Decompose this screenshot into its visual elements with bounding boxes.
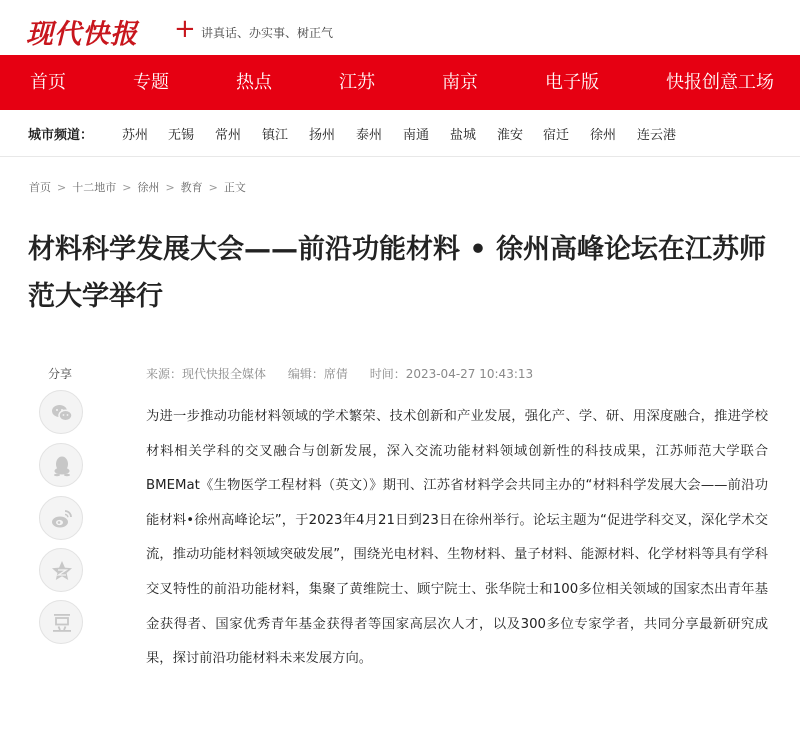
- article-time: 时间：2023-04-27 10:43:13: [369, 367, 534, 381]
- breadcrumb-separator: >: [57, 181, 67, 194]
- city-link[interactable]: 盐城: [450, 128, 477, 143]
- site-logo[interactable]: 现代快报: [26, 19, 138, 50]
- nav-item-jiangsu[interactable]: 江苏: [339, 72, 375, 93]
- city-channels: [0, 110, 800, 155]
- share-qq-button[interactable]: [39, 443, 83, 487]
- main-nav: [0, 55, 800, 110]
- city-link[interactable]: 宿迁: [543, 128, 570, 143]
- breadcrumb-xuzhou[interactable]: 徐州: [137, 181, 160, 194]
- douban-icon: [50, 611, 74, 635]
- breadcrumb-separator: >: [122, 181, 132, 194]
- city-link[interactable]: 徐州: [590, 128, 617, 143]
- nav-item-epaper[interactable]: 电子版: [545, 72, 599, 93]
- nav-item-home[interactable]: 首页: [30, 72, 66, 93]
- share-weibo-button[interactable]: [39, 496, 83, 540]
- city-link[interactable]: 常州: [215, 128, 242, 143]
- site-slogan: 讲真话、办实事、树正气: [201, 26, 334, 40]
- article-title: 材料科学发展大会——前沿功能材料 • 徐州高峰论坛在江苏师范大学举行: [28, 234, 767, 312]
- breadcrumb-home[interactable]: 首页: [29, 181, 51, 194]
- article-body: 为进一步推动功能材料领域的学术繁荣、技术创新和产业发展，强化产、学、研、用深度融合，推进学校材料相关学科的交叉融合与创新发展，深入交流功能材料领域创新性的科技成果，江苏师范大学联合BMEMat《生物医学工程材料（英文）》期刊、江苏省材料学会共同主办的“材料科学发展大会——前沿功能材料•徐州高峰论坛”，于2023年4月21日到23日在徐州举行。论坛主题为“促进学科交叉，深化学术交流，推动功能材料领域突破发展”，围绕光电材料、生物材料、量子材料、能源材料、化学材料等具有学科交叉特性的前沿功能材料，集聚了黄维院士、顾宁院士、张华院士和100多位相关领域的国家杰出青年基金获得者、国家优秀青年基金获得者等国家高层次人才，以及300多位专家学者，共同分享最新研究成果，探讨前沿功能材料未来发展方向。: [146, 409, 768, 667]
- logo-plus: +: [174, 14, 196, 44]
- city-link[interactable]: 南通: [403, 128, 430, 143]
- city-link[interactable]: 苏州: [122, 128, 149, 143]
- nav-item-hot[interactable]: 热点: [236, 72, 272, 93]
- weibo-icon: [50, 507, 74, 531]
- nav-item-creative[interactable]: 快报创意工场: [666, 72, 774, 93]
- city-link[interactable]: 无锡: [168, 128, 195, 143]
- share-douban-button[interactable]: [39, 600, 83, 644]
- city-link[interactable]: 连云港: [637, 128, 677, 143]
- breadcrumb-separator: >: [208, 181, 218, 194]
- city-link[interactable]: 扬州: [309, 128, 336, 143]
- wechat-icon: [50, 401, 74, 425]
- header-divider: [0, 156, 800, 157]
- breadcrumb-cities[interactable]: 十二地市: [72, 181, 117, 194]
- breadcrumb: [29, 179, 246, 195]
- breadcrumb-current: 正文: [223, 181, 246, 194]
- share-label: 分享: [48, 367, 73, 381]
- nav-item-topics[interactable]: 专题: [133, 72, 169, 93]
- city-link[interactable]: 镇江: [262, 128, 289, 143]
- breadcrumb-separator: >: [165, 181, 175, 194]
- city-link[interactable]: 淮安: [497, 128, 524, 143]
- breadcrumb-education[interactable]: 教育: [180, 181, 203, 194]
- city-channels-label: 城市频道：: [28, 128, 94, 143]
- article-meta: [146, 365, 551, 382]
- share-qzone-button[interactable]: [39, 548, 83, 592]
- qq-icon: [50, 454, 74, 478]
- article-source: 来源：现代快报全媒体: [146, 367, 267, 381]
- article-editor: 编辑：席倩: [287, 367, 348, 381]
- qzone-icon: [50, 559, 74, 583]
- nav-item-nanjing[interactable]: 南京: [442, 72, 478, 93]
- share-wechat-button[interactable]: [39, 390, 83, 434]
- city-link[interactable]: 泰州: [356, 128, 383, 143]
- top-header: [0, 0, 800, 55]
